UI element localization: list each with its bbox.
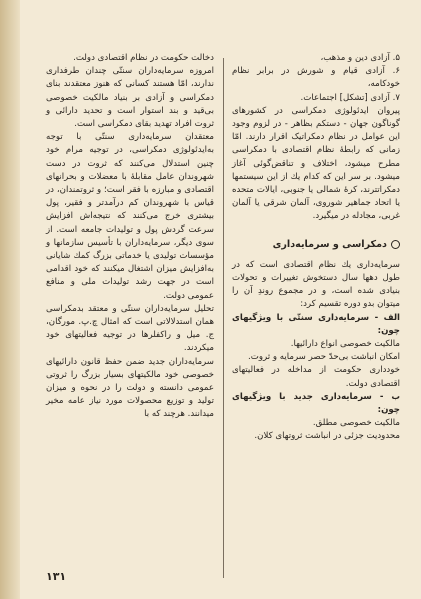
section-heading-text: دمکراسی و سرمایه‌داری (272, 238, 387, 250)
list-item: مالکیت خصوصی مطلق. (312, 418, 400, 429)
paragraph: ۷. آزادی [تشکل] اجتماعات. (300, 92, 400, 103)
list-item: ب - سرمایه‌داری جدید با ویژگیهای چون: (232, 391, 400, 416)
paragraph: پیروان ایدئولوژی دمکراسی در کشورهای گوناگون جهان - دستکم بظاهر - در لزوم وجود این عوامل در نظام دمکراتیک اقرار دارند. امّا زمانی که رابطهٔ نظام اقتصادی با دمکراسی مطرح میشود، اختلاف و تناقض‌گوئی آغاز میشود. بر سر این که کدام یك از این سیستمها دمکراتترند، کرهٔ شمالی یا جنوبی، ایالات متحده یا اتحاد جماهیر شوروی، آلمان شرقی یا آلمان غربی، مجادله در میگیرد. (232, 105, 400, 222)
list-item: الف - سرمایه‌داری سنتّی با ویژگیهای چون: (232, 312, 400, 336)
paragraph: معتقدان سرمایه‌داری سنتّی با توجه به‌ایدئولوژی دمکراسی، در توجیه مرام خود چنین استدلال می‌کنند که ثروت در دست شهروندان عامل مقابلهٔ با معضلات و بحرانهای اقتصادی و مبارزه با فقر است؛ و ثروتمندان، در قیاس با شهروندان کم درآمدتر و فقیر، پول بیشتری خرج می‌کنند که نتیجه‌اش افزایش سرعت گردش پول و تولیدات جامعه است. از سوی دیگر، سرمایه‌داران با تأسیس سازمانها و مؤسسات تولیدی یا خدماتی بزرگ کمك شایانی به‌افزایش میزان اشتغال میکنند که خود اقدامی است در جهت رشد تولیدات ملی و منافع عمومی دولت. (46, 132, 214, 301)
list-item: محدودیت جزئی در انباشت ثروتهای کلان. (254, 431, 400, 442)
list-item: خودداری حکومت از مداخله در فعالیتهای اقتصادی دولت. (232, 365, 400, 389)
section-heading (232, 238, 400, 251)
list-item: مالکیت خصوصی انواع دارائیها. (290, 339, 400, 350)
paragraph: سرمایه‌داران جدید ضمن حفظ قانون دارائیهای خصوصی خود مالکیتهای بسیار بزرگ را ثروتی عمومی دانسته و دولت را در نحوه و میزان تولید و توزیع محصولات مورد نیاز عامه مخیر میدانند. هرچند که با (46, 356, 214, 420)
paragraph: سرمایه‌داری یك نظام اقتصادی است که در طول دهها سال دستخوش تغییرات و تحولات بنیادی شده است، و در مجموع روندِ آن را میتوان بدو دوره تقسیم کرد: (232, 259, 400, 310)
list-item: امکان انباشت بی‌حدّ حصر سرمایه و ثروت. (248, 352, 400, 363)
circle-bullet-icon (391, 240, 400, 249)
paragraph: تحلیل سرمایه‌داران سنتّی و معتقد بدمکراسی همان استدلالاتی است که امثال چ.پ. مورگان، ج. میل و راکفلرها در توجیه فعالیتهای خود میکردند. (46, 303, 214, 354)
page-number: ۱۳۱ (46, 570, 67, 583)
right-column (232, 52, 400, 444)
paragraph: ۶. آزادی قیام و شورش در برابر نظام خودکامه، (232, 66, 400, 90)
paragraph: ۵. آزادی دین و مذهب، (320, 53, 400, 63)
binding-gutter (0, 0, 20, 599)
paragraph: امروزه سرمایه‌داران سنتّی چندان طرفداری ندارند، امّا هستند کسانی که هنوز معتقدند بنای دمکراسی و آزادی بر بنیاد مالکیت خصوصی بی‌قید و بند استوار است و تحدید دارائی و ثروت افراد تهدید بقای دمکراسی است. (46, 66, 214, 130)
column-divider (223, 58, 224, 578)
left-column (46, 52, 214, 422)
paragraph: دخالت حکومت در نظام اقتصادی دولت. (73, 53, 214, 63)
